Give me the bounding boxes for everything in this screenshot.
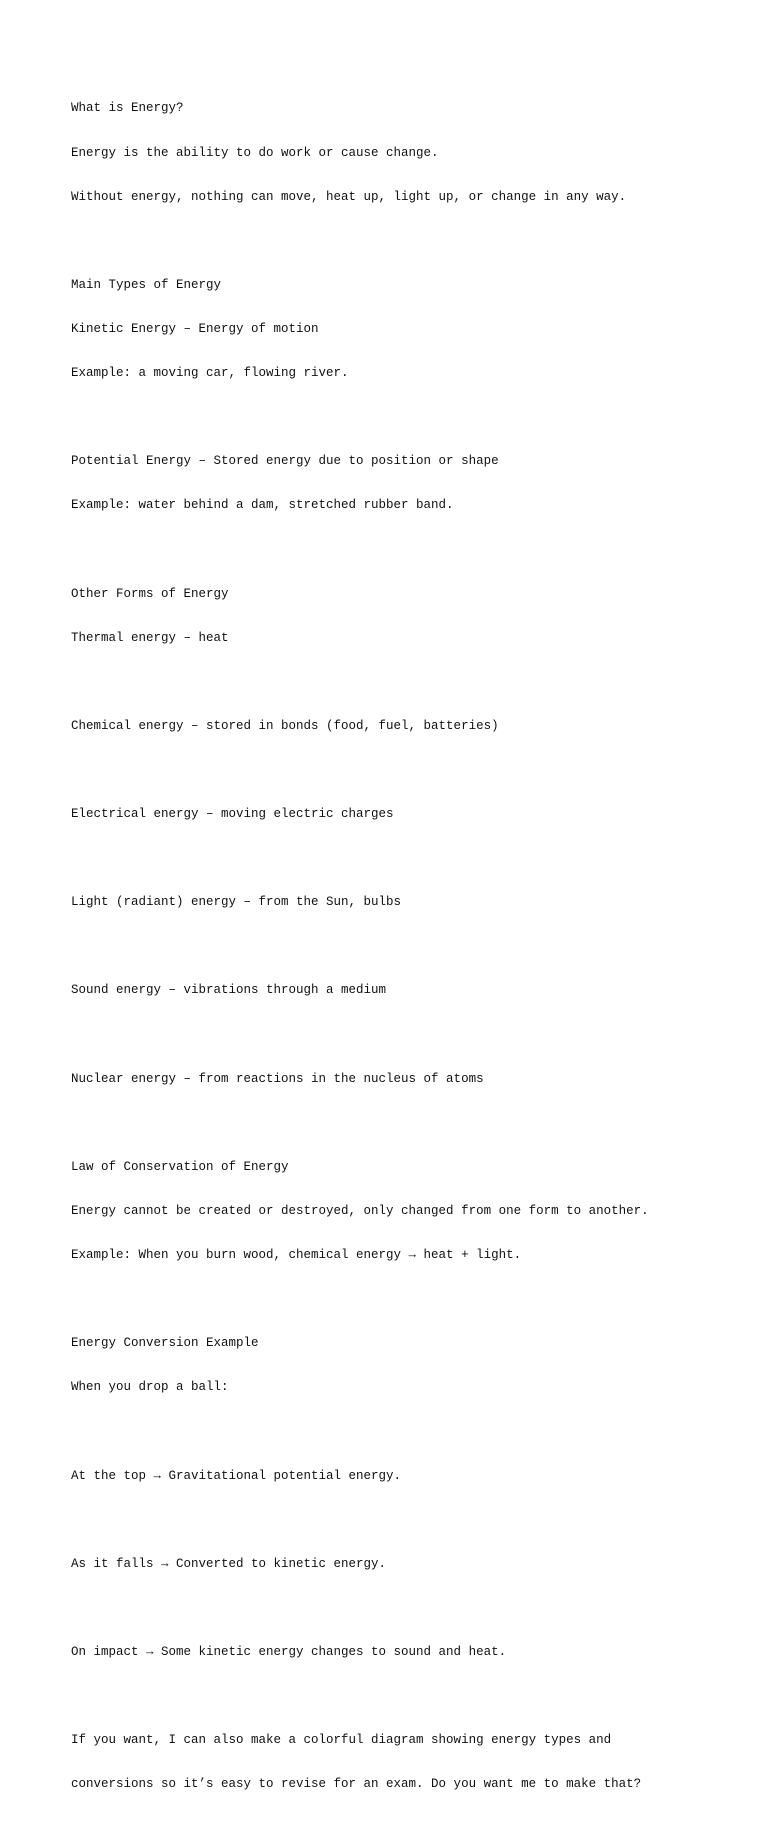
text-line: When you drop a ball:	[71, 1380, 229, 1395]
paragraph-other-forms	[71, 557, 731, 675]
paragraph-closing-offer	[71, 1704, 731, 1822]
text-line: Without energy, nothing can move, heat up, light up, or change in any way.	[71, 189, 627, 204]
text-line: Example: When you burn wood, chemical energy → heat + light.	[71, 1248, 522, 1263]
text-line: Example: water behind a dam, stretched rubber band.	[71, 498, 454, 513]
paragraph-what-is-energy	[71, 72, 731, 234]
paragraph-light-energy	[71, 866, 731, 940]
text-line: conversions so it’s easy to revise for an exam. Do you want me to make that?	[71, 1777, 642, 1792]
heading-conservation-law: Law of Conservation of Energy	[71, 1159, 289, 1174]
heading-other-forms: Other Forms of Energy	[71, 586, 229, 601]
paragraph-at-the-top	[71, 1439, 731, 1513]
text-line: Energy cannot be created or destroyed, only changed from one form to another.	[71, 1204, 649, 1218]
text-line: Nuclear energy – from reactions in the nucleus of atoms	[71, 1071, 484, 1086]
text-line: Light (radiant) energy – from the Sun, bulbs	[71, 895, 402, 910]
text-line: Kinetic Energy – Energy of motion	[71, 321, 319, 336]
paragraph-sound-energy	[71, 954, 731, 1028]
paragraph-chemical-energy	[71, 689, 731, 763]
text-line: Example: a moving car, flowing river.	[71, 366, 349, 381]
document-page	[71, 72, 731, 1836]
text-line: At the top → Gravitational potential energy.	[71, 1468, 402, 1483]
text-line: Sound energy – vibrations through a medium	[71, 983, 387, 998]
heading-what-is-energy: What is Energy?	[71, 101, 184, 116]
paragraph-nuclear-energy	[71, 1042, 731, 1116]
heading-main-types: Main Types of Energy	[71, 277, 222, 292]
paragraph-as-it-falls	[71, 1527, 731, 1601]
paragraph-on-impact	[71, 1616, 731, 1690]
text-line: As it falls → Converted to kinetic energy.	[71, 1556, 387, 1571]
text-line: Thermal energy – heat	[71, 630, 229, 645]
paragraph-main-types	[71, 248, 731, 410]
text-line: Energy is the ability to do work or cause change.	[71, 145, 439, 160]
paragraph-conversion-example	[71, 1307, 731, 1425]
text-line: If you want, I can also make a colorful diagram showing energy types and	[71, 1733, 612, 1748]
text-line: Potential Energy – Stored energy due to position or shape	[71, 454, 499, 469]
text-line: Electrical energy – moving electric charges	[71, 807, 394, 822]
paragraph-electrical-energy	[71, 778, 731, 852]
paragraph-potential-energy	[71, 425, 731, 543]
heading-conversion-example: Energy Conversion Example	[71, 1336, 259, 1351]
text-line: On impact → Some kinetic energy changes to sound and heat.	[71, 1645, 507, 1660]
paragraph-conservation-law	[71, 1130, 731, 1292]
text-line: Chemical energy – stored in bonds (food, fuel, batteries)	[71, 718, 499, 733]
